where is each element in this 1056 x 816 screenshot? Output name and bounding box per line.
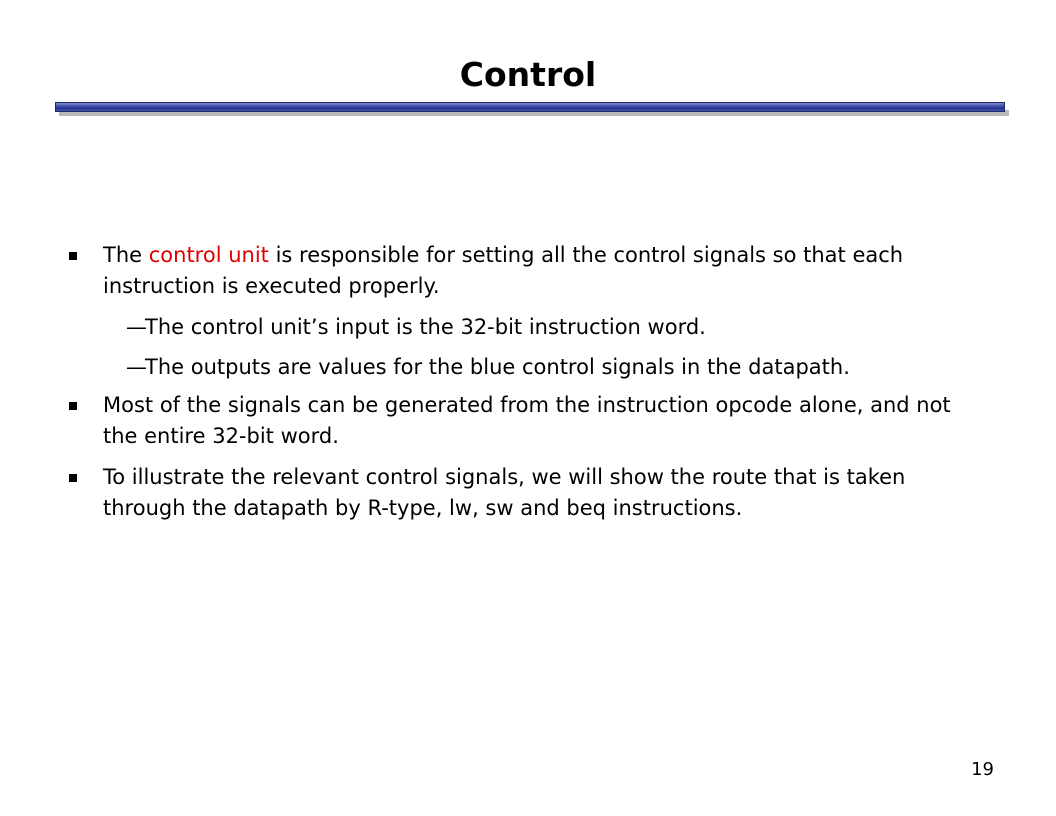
bullet-text: is responsible for setting all the control signals so that each instruction is executed properly. xyxy=(103,243,904,298)
highlight-text: control unit xyxy=(148,243,269,267)
sub-bullet-outputs xyxy=(126,352,965,383)
bullet-text: The xyxy=(103,243,149,267)
sub-bullet-text: The outputs are values for the blue control signals in the datapath. xyxy=(145,355,850,379)
title-rule xyxy=(55,102,1005,112)
sub-bullet-input xyxy=(126,312,965,343)
bullet-text: Most of the signals can be generated from the instruction opcode alone, and not the entire 32-bit word. xyxy=(103,393,951,448)
dash-bullet-icon: — xyxy=(126,315,147,339)
dash-bullet-icon: — xyxy=(126,355,147,379)
slide-title: Control xyxy=(459,55,597,94)
square-bullet-icon xyxy=(69,402,77,410)
bullet-item-route xyxy=(103,462,963,524)
bullet-item-control-unit xyxy=(103,240,963,302)
bullet-text: To illustrate the relevant control signals, we will show the route that is taken through the datapath by R-type, lw, sw and beq instructions. xyxy=(103,465,906,520)
bullet-item-opcode xyxy=(103,390,963,452)
square-bullet-icon xyxy=(69,252,77,260)
square-bullet-icon xyxy=(69,474,77,482)
page-number: 19 xyxy=(971,759,994,780)
sub-bullet-text: The control unit’s input is the 32-bit instruction word. xyxy=(145,315,706,339)
